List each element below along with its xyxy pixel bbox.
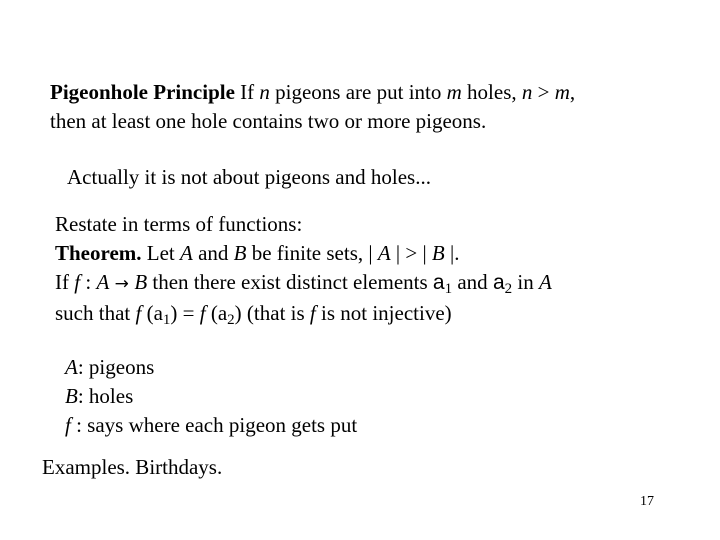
theorem-condition-line: If f : A → B then there exist distinct elements $a_1$ and $a_2$ in A: [55, 270, 552, 297]
examples-text: Examples. Birthdays.: [42, 455, 223, 479]
arrow-symbol: →: [109, 274, 135, 294]
page-number: 17: [640, 494, 654, 509]
mapping-a: A: pigeons: [65, 355, 155, 379]
principle-line-2: then at least one hole contains two or more pigeons.: [50, 109, 487, 133]
theorem-label: Theorem.: [55, 241, 142, 265]
theorem-conclusion-line: such that f $(a_1) = f$ $(a_2)$ (that is f is not injective): [55, 301, 452, 328]
remark-text: Actually it is not about pigeons and holes...: [67, 165, 431, 189]
theorem-line: Theorem. Let A and B be finite sets, | A | > | B |.: [55, 241, 460, 265]
theorem-block: [55, 210, 552, 328]
principle-line-1: Pigeonhole Principle If n pigeons are put into m holes, n > m,: [50, 80, 576, 104]
mapping-block: [65, 353, 357, 440]
restate-intro: Restate in terms of functions:: [55, 212, 303, 236]
mapping-f: f : says where each pigeon gets put: [65, 413, 358, 437]
principle-statement: [50, 78, 575, 136]
principle-title: Pigeonhole Principle: [50, 80, 235, 104]
mapping-b: B: holes: [65, 384, 134, 408]
